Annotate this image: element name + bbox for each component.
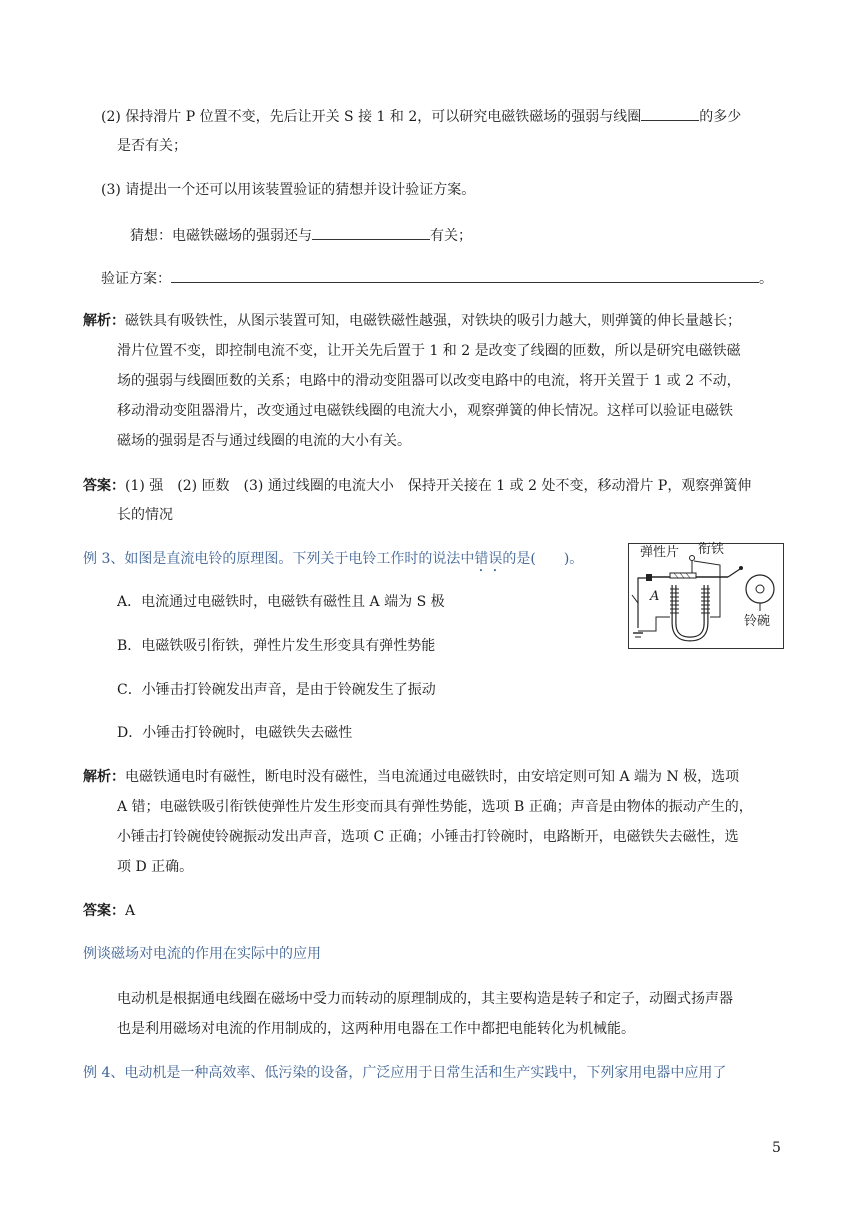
emphasized-word: 错误 [474,551,503,567]
analysis-2-line-2: A 错；电磁铁吸引衔铁使弹性片发生形变而具有弹性势能，选项 B 正确；声音是由物体的振动产生的， [117,799,753,815]
section-title: 例谈磁场对电流的作用在实际中的应用 [83,946,321,962]
plan-blank [171,268,759,283]
page-number: 5 [772,1140,781,1156]
motor-paragraph-line-1: 电动机是根据通电线圈在磁场中受力而转动的原理制成的，其主要构造是转子和定子，动圈式扬声器 [117,991,733,1007]
plan-line: 验证方案： 。 [101,268,773,289]
option-b: B．电磁铁吸引衔铁，弹性片发生形变具有弹性势能 [117,638,436,654]
answer-1-line-2: 长的情况 [117,507,173,523]
label-spring-plate: 弹性片 [640,545,680,560]
motor-paragraph-line-2: 也是利用磁场对电流的作用制成的，这两种用电器在工作中都把电能转化为机械能。 [117,1021,635,1037]
electric-bell-diagram [628,543,784,649]
analysis-2-line-1: 解析：电磁铁通电时有磁性，断电时没有磁性，当电流通过电磁铁时，由安培定则可知 A 端为 N 极，选项 [83,769,740,785]
guess-blank [312,225,430,240]
question-2-line-1: (2) 保持滑片 P 位置不变，先后让开关 S 接 1 和 2，可以研究电磁铁磁场的强弱与线圈 的多少 [101,106,741,127]
option-d: D．小锤击打铃碗时，电磁铁失去磁性 [117,725,353,741]
analysis-1-line-2: 滑片位置不变，即控制电流不变，让开关先后置于 1 和 2 是改变了线圈的匝数，所以是研究电磁铁磁 [117,343,741,359]
label-a-end: A [650,589,660,604]
label-armature: 衔铁 [698,542,725,557]
example-3-stem: 例 3、如图是直流电铃的原理图。下列关于电铃工作时的说法中错误的是( )。 [83,551,584,567]
analysis-2-line-4: 项 D 正确。 [117,859,194,875]
analysis-1-line-5: 磁场的强弱是否与通过线圈的电流的大小有关。 [117,433,411,449]
label-bell: 铃碗 [744,614,771,629]
guess-line: 猜想：电磁铁磁场的强弱还与 有关； [130,225,472,246]
question-2-line-2: 是否有关； [117,138,187,154]
analysis-1-line-3: 场的强弱与线圈匝数的关系；电路中的滑动变阻器可以改变电路中的电流，将开关置于 1 或 2 不动， [117,373,741,389]
analysis-2-line-3: 小锤击打铃碗使铃碗振动发出声音，选项 C 正确；小锤击打铃碗时，电路断开，电磁铁失去磁性，选 [117,829,739,845]
answer-2: 答案：A [83,903,136,919]
analysis-1-line-4: 移动滑动变阻器滑片，改变通过电磁铁线圈的电流大小，观察弹簧的伸长情况。这样可以验证电磁铁 [117,403,733,419]
answer-blank [641,106,699,121]
option-c: C．小锤击打铃碗发出声音，是由于铃碗发生了振动 [117,682,436,698]
example-4-stem: 例 4、电动机是一种高效率、低污染的设备，广泛应用于日常生活和生产实践中，下列家用电器中应用了 [83,1065,727,1081]
question-3: (3) 请提出一个还可以用该装置验证的猜想并设计验证方案。 [101,182,476,198]
answer-1-line-1: 答案：(1) 强 (2) 匝数 (3) 通过线圈的电流大小 保持开关接在 1 或 2 处不变，移动滑片 P，观察弹簧伸 [83,478,752,494]
analysis-1-line-1: 解析：磁铁具有吸铁性，从图示装置可知，电磁铁磁性越强，对铁块的吸引力越大，则弹簧的伸长量越长； [83,313,741,329]
option-a: A．电流通过电磁铁时，电磁铁有磁性且 A 端为 S 极 [117,594,445,610]
